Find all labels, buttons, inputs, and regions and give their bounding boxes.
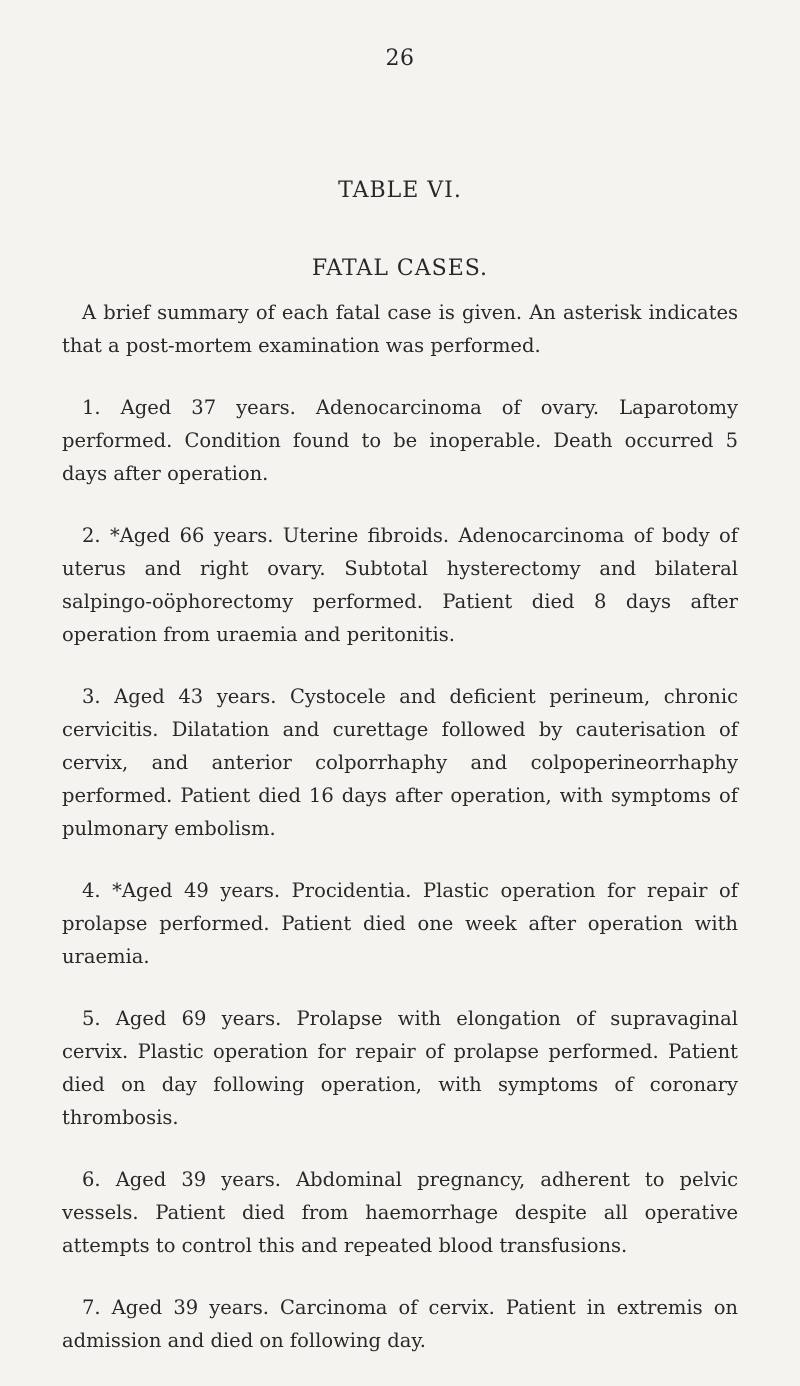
case-7: 7. Aged 39 years. Carcinoma of cervix. Patient in extremis on admission and died on following day. [62,1296,738,1352]
case-2: 2. *Aged 66 years. Uterine fibroids. Adenocarcinoma of body of uterus and right ovary. Subtotal hysterectomy and bilateral salpingo-oöphorectomy performed. Patient died 8 days after operation from uraemia and peritonitis. [62,524,738,646]
intro-paragraph: A brief summary of each fatal case is given. An asterisk indicates that a post-mortem examination was performed. [62,301,738,357]
case-6: 6. Aged 39 years. Abdominal pregnancy, adherent to pelvic vessels. Patient died from haemorrhage despite all operative attempts to control this and repeated blood transfusions. [62,1168,738,1257]
table-title: TABLE VI. [338,178,462,203]
page-number: 26 [385,46,415,71]
document-body [62,296,738,1386]
case-4: 4. *Aged 49 years. Procidentia. Plastic operation for repair of prolapse performed. Patient died one week after operation with uraemia. [62,879,738,968]
case-1: 1. Aged 37 years. Adenocarcinoma of ovary. Laparotomy performed. Condition found to be inoperable. Death occurred 5 days after operation. [62,396,738,485]
case-5: 5. Aged 69 years. Prolapse with elongation of supravaginal cervix. Plastic operation for repair of prolapse performed. Patient died on day following operation, with symptoms of coronary thrombosis. [62,1007,738,1129]
case-3: 3. Aged 43 years. Cystocele and deficient perineum, chronic cervicitis. Dilatation and curettage followed by cauterisation of cervix, and anterior colporrhaphy and colpoperineorrhaphy performed. Patient died 16 days after operation, with symptoms of pulmonary embolism. [62,685,738,840]
section-title: FATAL CASES. [311,256,489,281]
